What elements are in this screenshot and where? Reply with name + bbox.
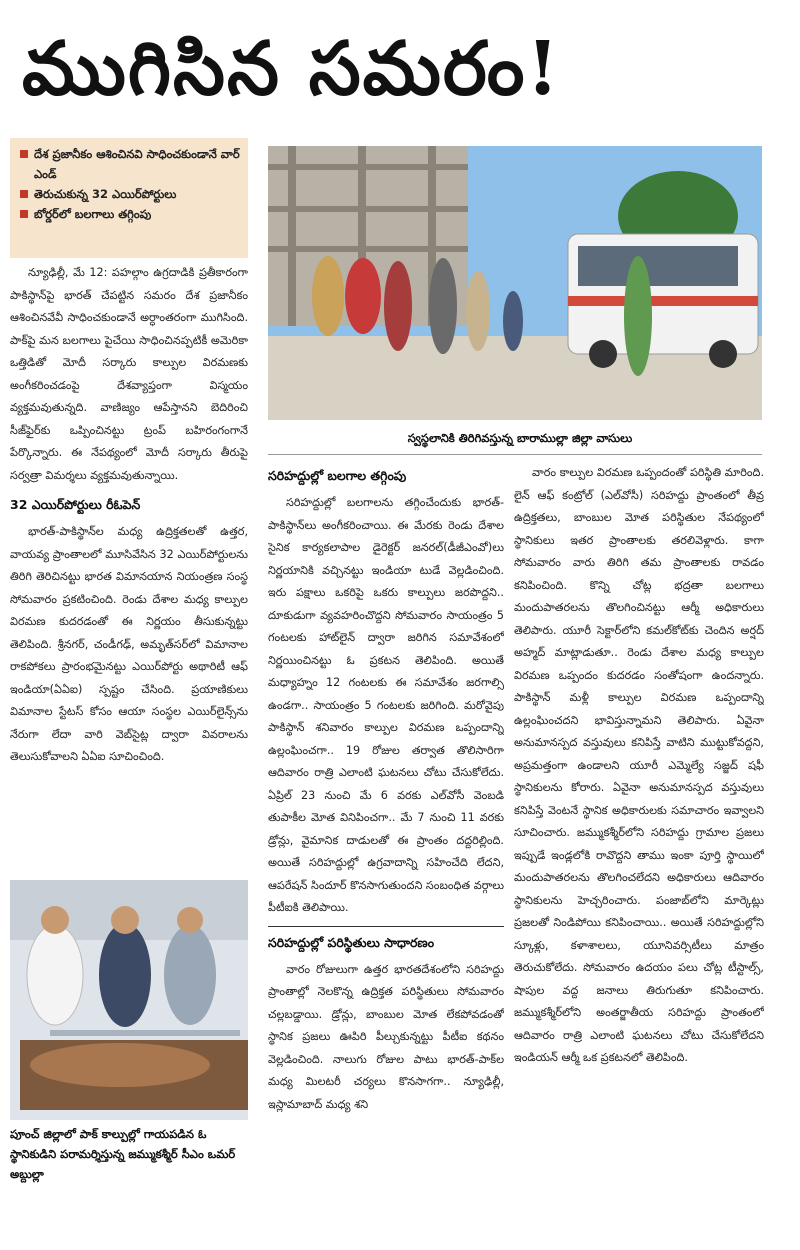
divider <box>268 454 762 455</box>
subhead-normal: సరిహద్దుల్లో పరిస్థితులు సాధారణం <box>268 926 504 955</box>
intro-paragraph: న్యూఢిల్లీ, మే 12: పహల్గాం ఉగ్రదాడికి ప్రతీకారంగా పాకిస్థాన్‌పై భారత్ చేపట్టిన సమరం దేశ ప్రజానీకం ఆశించినవేవీ సాధించకుండానే అర్ధాంతరంగా ముగిసింది. పాక్‌పై మన బలగాలు పైచేయి సాధించినప్పటికీ అమెరికా ఒత్తిడితో మోదీ సర్కారు కాల్పుల విరమణకు అంగీకరించడంపై దేశవ్యాప్తంగా విస్మయం వ్యక్తమవుతున్నది. వాణిజ్యం ఆపేస్తానని బెదిరించి సీజ్‌ఫైర్‌కు ఒప్పించినట్టు ట్రంప్ బహిరంగంగానే పేర్కొన్నారు. ఈ నేపథ్యంలో మోదీ సర్కారు తీరుపై సర్వత్రా విమర్శలు వ్యక్తమవుతున్నాయి. <box>10 266 248 482</box>
bullet-icon <box>20 190 28 198</box>
top-photo-caption: స్వస్థలానికి తిరిగివస్తున్న బారాముల్లా జిల్లా వాసులు <box>407 431 633 445</box>
airports-paragraph: భారత్-పాకిస్థాన్‌ల మధ్య ఉద్రిక్తతలతో ఉత్తర, వాయవ్య ప్రాంతాలలో మూసివేసిన 32 ఎయిర్‌పోర్టులను తిరిగి తెరిచినట్టు భారత విమానయాన నియంత్రణ సంస్థ సోమవారం ప్రకటించింది. రెండు దేశాల మధ్య కాల్పుల విరమణ కుదరడంతో ఈ నిర్ణయం తీసుకున్నట్టు తెలిపింది. శ్రీనగర్, చండీగఢ్, అమృత్‌సర్‌లో విమానాల రాకపోకలు ప్రారంభమైనట్టు ఎయిర్‌పోర్టు అథారిటీ ఆఫ్ ఇండియా(ఏఏఐ) స్పష్టం చేసింది. ప్రయాణికులు విమానాల స్టేటస్ కోసం ఆయా సంస్థల ఎయిర్‌లైన్స్‌ను నేరుగా లేదా వారి వెబ్‌సైట్ల ద్వారా వివరాలను తెలుసుకోవాలని ఏఏఐ సూచించింది. <box>10 525 248 763</box>
highlight-item: దేశ ప్రజానీకం ఆశించినవి సాధించకుండానే వార్ ఎండ్ <box>18 144 240 184</box>
bullet-icon <box>20 210 28 218</box>
normal-paragraph: వారం రోజులుగా ఉత్తర భారతదేశంలోని సరిహద్దు ప్రాంతాల్లో నెలకొన్న ఉద్రిక్తత పరిస్థితులు సోమవారం చల్లబడ్డాయి. డ్రోన్లు, బాంబుల మోత లేకపోవడంతో స్థానిక ప్రజలు ఊపిరి పీల్చుకున్నట్టు పీటీఐ కథనం వెల్లడించింది. నాలుగు రోజుల పాటు భారత్-పాక్‌ల మధ్య మిలటరీ చర్యలు కొనసాగగా.. న్యూఢిల్లీ, ఇస్లామాబాద్ మధ్య శని <box>268 962 504 1111</box>
photo-illustration <box>10 880 248 1120</box>
continued-paragraph: వారం కాల్పుల విరమణ ఒప్పందంతో పరిస్థితి మారింది. లైన్ ఆఫ్ కంట్రోల్ (ఎల్‌వోసీ) సరిహద్దు ప్రాంతంలో తీవ్ర ఉద్రిక్తతలు, బాంబుల మోత పరిస్థితుల నేపథ్యంలో స్థానికులు ఇతర ప్రాంతాలకు తరలివెళ్లారు. కాగా సోమవారం వారు తిరిగి తమ ప్రాంతాలకు రావడం కనిపించింది. కొన్ని చోట్ల భద్రతా బలగాలు మందుపాతరలను తొలగించినట్టు ఆర్మీ అధికారులు తెలిపారు. యూరీ సెక్టార్‌లోని కమల్‌కోట్‌కు చెందిన అర్షద్ అహ్మద్ మాట్లాడుతూ.. రెండు దేశాల మధ్య కాల్పుల విరమణ ఒప్పందం కుదరడం సంతోషంగా ఉందన్నారు. పాకిస్థాన్ మళ్లీ కాల్పుల విరమణ ఒప్పందాన్ని ఉల్లంఘించదని భావిస్తున్నామని తెలిపారు. ఏవైనా అనుమానస్పద వస్తువులు కనిపిస్తే వాటిని ముట్టుకోవద్దని, అప్రమత్తంగా ఉండాలని యూరీ ఎమ్మెల్యే సజ్జద్ షఫీ స్థానికులను కోరారు. ఏవైనా అనుమానస్పద వస్తువులు కనిపిస్తే వెంటనే స్థానిక అధికారులకు సమాచారం ఇవ్వాలని సూచించారు. జమ్ముకశ్మీర్‌లోని సరిహద్దు గ్రామాల ప్రజలు ఇప్పుడే ఇండ్లలోకి రావొద్దని తాము ఇంకా పూర్తి స్థాయిలో మందుపాతరలను తొలగించలేదని అధికారులు ఆదివారం స్థానికులను హెచ్చరించారు. పంజాబ్‌లోని మార్కెట్లు ప్రజలతో నిండిపోయి కనిపించాయి.. అయితే సరిహద్దుల్లోని స్కూళ్లు, కళాశాలలు, యూనివర్సిటీలు మాత్రం తెరుచుకోలేదు. సోమవారం ఉదయం పలు చోట్ల టీస్టాల్స్, షాపుల వద్ద జనాలు తిరుగుతూ కనిపించారు. జమ్ముకశ్మీర్‌లోని అంతర్జాతీయ సరిహద్దు ప్రాంతంలో ఆదివారం రాత్రి ఎలాంటి ఘటనలు చోటు చేసుకోలేదని ఇండియన్ ఆర్మీ ఒక ప్రకటనలో తెలిపింది. <box>514 466 764 1064</box>
highlight-item: బోర్డర్‌లో బలగాలు తగ్గింపు <box>18 204 240 224</box>
article-column-2 <box>268 458 504 1200</box>
highlight-item: తెరుచుకున్న 32 ఎయిర్‌పోర్టులు <box>18 184 240 204</box>
subhead-troops: సరిహద్దుల్లో బలగాల తగ్గింపు <box>268 468 407 483</box>
cm-visit-photo <box>10 880 248 1120</box>
bullet-icon <box>20 150 28 158</box>
headline: ముగిసిన సమరం! <box>22 26 561 112</box>
article-column-1 <box>10 262 248 872</box>
bottom-photo-caption: పూంచ్ జిల్లాలో పాక్ కాల్పుల్లో గాయపడిన ఓ స్థానికుడిని పరామర్శిస్తున్న జమ్ముకశ్మీర్ సీఎం ఒమర్ అబ్దుల్లా <box>10 1127 236 1181</box>
subhead-airports: 32 ఎయిర్‌పోర్టులు రీఓపెన్ <box>10 497 141 512</box>
photo-illustration <box>268 146 762 420</box>
troops-paragraph: సరిహద్దుల్లో బలగాలను తగ్గించేందుకు భారత్-పాకిస్థాన్‌లు అంగీకరించాయి. ఈ మేరకు రెండు దేశాల సైనిక కార్యకలాపాల డైరెక్టర్ జనరల్(డీజీఎంవో)లు నిర్ణయానికి వచ్చినట్టు ఇండియా టుడే వెల్లడించింది. ఇరు పక్షాలు ఒకరిపై ఒకరు కాల్పులు జరపొద్దని.. దూకుడుగా వ్యవహరించొద్దని సోమవారం సాయంత్రం 5 గంటలకు హాట్‌లైన్ ద్వారా జరిగిన సమావేశంలో నిర్ణయించినట్టు ఓ ప్రకటన తెలిపింది. అయితే మధ్యాహ్నం 12 గంటలకు ఈ సమావేశం జరగాల్సి ఉండగా.. సాయంత్రం 5 గంటలకు జరిగింది. మరోవైపు పాకిస్థాన్ శనివారం కాల్పుల విరమణ ఒప్పందాన్ని ఉల్లంఘించగా.. 19 రోజుల తర్వాత తొలిసారిగా ఆదివారం రాత్రి ఎలాంటి ఘటనలు చోటు చేసుకోలేదు. ఏప్రిల్ 23 నుంచి మే 6 వరకు ఎల్‌వోసీ వెంబడి తుపాకీల మోత వినిపించగా.. మే 7 నుంచి 11 వరకు డ్రోన్లు, వైమానిక దాడులతో ఈ ప్రాంతం దద్దరిల్లింది. అయితే సరిహద్దుల్లో ఉగ్రవాదాన్ని సహించేది లేదని, ఆపరేషన్ సిందూర్ కొనసాగుతుందని సంబంధిత వర్గాలు పీటీఐకి తెలిపాయి. <box>268 496 504 914</box>
highlights-box <box>10 138 248 258</box>
returning-residents-photo <box>268 146 762 420</box>
article-column-3 <box>514 462 764 1200</box>
